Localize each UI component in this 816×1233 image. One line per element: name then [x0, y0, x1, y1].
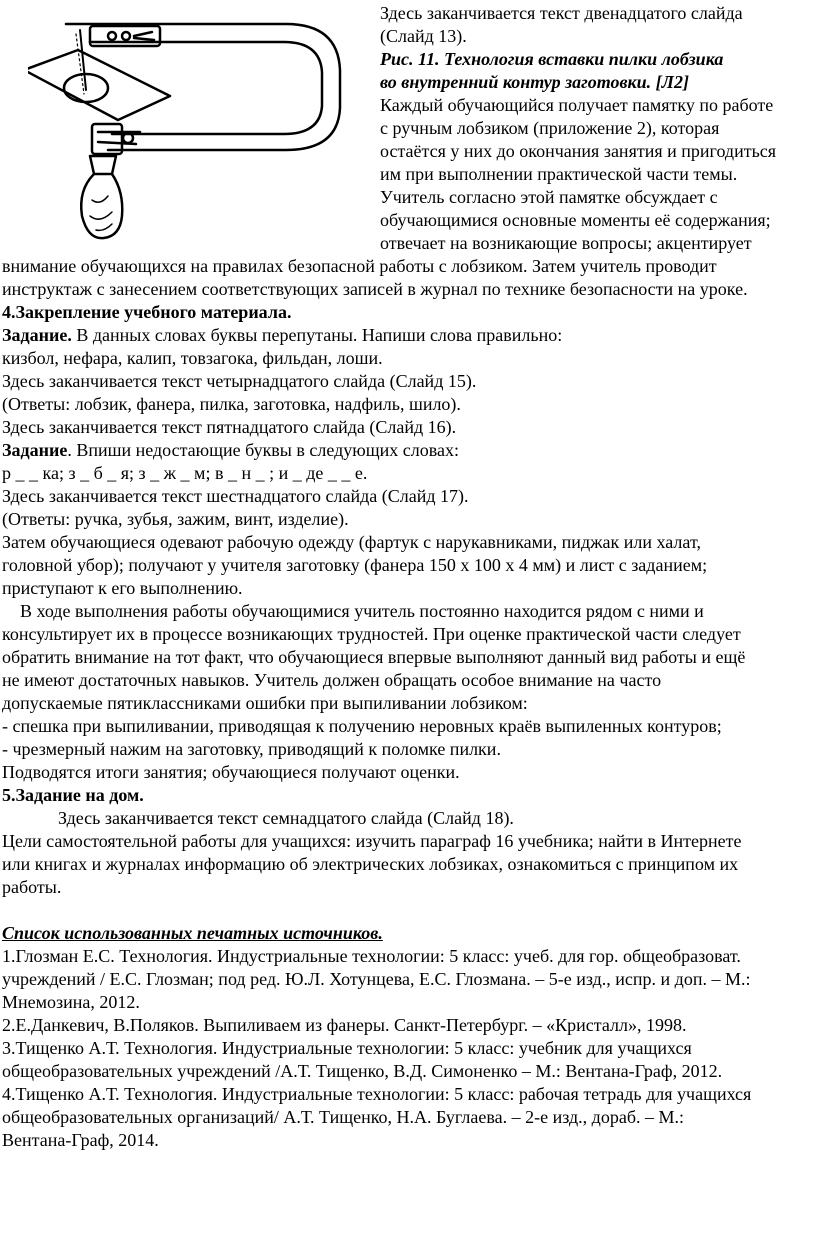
source-item: общеобразовательных организаций/ А.Т. Тищенко, Н.А. Буглаева. – 2-е изд., дораб. – М.:: [2, 1107, 684, 1127]
section-heading: 4.Закрепление учебного материала.: [2, 302, 292, 322]
task-line: [2, 439, 459, 462]
jigsaw-fretsaw-illustration: [28, 10, 358, 246]
text-line: приступают к его выполнению.: [2, 578, 243, 598]
source-item: общеобразовательных учреждений /А.Т. Тищенко, В.Д. Симоненко – М.: Вентана-Граф, 2012.: [2, 1061, 723, 1081]
text-line: обучающимися основные моменты её содержания;: [380, 210, 771, 230]
text-line: не имеют достаточных навыков. Учитель должен обращать особое внимание на часто: [2, 670, 662, 690]
task-label: Задание.: [2, 325, 72, 345]
text-line: Здесь заканчивается текст двенадцатого слайда: [380, 3, 743, 23]
text-line: Затем обучающиеся одевают рабочую одежду (фартук с нарукавниками, пиджак или халат,: [2, 532, 701, 552]
source-item: Мнемозина, 2012.: [2, 992, 140, 1012]
source-item: учреждений / Е.С. Глозман; под ред. Ю.Л. Хотунцева, Е.С. Глозмана. – 5-е изд., испр. и доп. – М.:: [2, 969, 751, 989]
section-heading: 5.Задание на дом.: [2, 785, 144, 805]
text-line: В ходе выполнения работы обучающимися учитель постоянно находится рядом с ними и: [20, 601, 704, 621]
text-line: инструктаж с занесением соответствующих записей в журнал по технике безопасности на уроке.: [2, 279, 748, 299]
text-line: Учитель согласно этой памятке обсуждает с: [380, 187, 718, 207]
text-line: кизбол, нефара, калип, товзагока, фильдан, лоши.: [2, 348, 383, 368]
source-item: Вентана-Граф, 2014.: [2, 1130, 159, 1150]
text-line: им при выполнении практической части темы.: [380, 164, 738, 184]
text-line: или книгах и журналах информацию об электрических лобзиках, ознакомиться с принципом их: [2, 854, 739, 874]
text-line: допускаемые пятиклассниками ошибки при выпиливании лобзиком:: [2, 693, 528, 713]
figure-caption: во внутренний контур заготовки. [Л2]: [380, 72, 690, 92]
text-line: (Ответы: лобзик, фанера, пилка, заготовка, надфиль, шило).: [2, 394, 461, 414]
text-line: работы.: [2, 877, 62, 897]
text-line: Здесь заканчивается текст четырнадцатого слайда (Слайд 15).: [2, 371, 477, 391]
figure-caption: Рис. 11. Технология вставки пилки лобзика: [380, 49, 724, 69]
text-line: с ручным лобзиком (приложение 2), которая: [380, 118, 720, 138]
source-item: 3.Тищенко А.Т. Технология. Индустриальные технологии: 5 класс: учебник для учащихся: [2, 1038, 692, 1058]
text-line: (Слайд 13).: [380, 26, 467, 46]
text-line: Здесь заканчивается текст семнадцатого слайда (Слайд 18).: [58, 808, 514, 828]
text-line: Цели самостоятельной работы для учащихся: изучить параграф 16 учебника; найти в Интернете: [2, 831, 742, 851]
text-line: обратить внимание на тот факт, что обучающиеся впервые выполняют данный вид работы и ещё: [2, 647, 746, 667]
text-line: Здесь заканчивается текст пятнадцатого слайда (Слайд 16).: [2, 417, 457, 437]
list-item: - спешка при выпиливании, приводящая к получению неровных краёв выпиленных контуров;: [2, 716, 722, 736]
task-text: В данных словах буквы перепутаны. Напиши слова правильно:: [71, 325, 563, 345]
text-line: остаётся у них до окончания занятия и пригодиться: [380, 141, 777, 161]
text-line: Подводятся итоги занятия; обучающиеся получают оценки.: [2, 762, 460, 782]
text-line: Здесь заканчивается текст шестнадцатого слайда (Слайд 17).: [2, 486, 469, 506]
task-label: Задание: [2, 440, 68, 460]
text-line: р _ _ ка; з _ б _ я; з _ ж _ м; в _ н _ ; и _ де _ _ е.: [2, 463, 368, 483]
text-line: (Ответы: ручка, зубья, зажим, винт, изделие).: [2, 509, 349, 529]
sources-title: Список использованных печатных источников.: [2, 923, 383, 943]
text-line: внимание обучающихся на правилах безопасной работы с лобзиком. Затем учитель проводит: [2, 256, 717, 276]
task-line: [2, 324, 562, 347]
text-line: отвечает на возникающие вопросы; акцентирует: [380, 233, 752, 253]
task-text: . Впиши недостающие буквы в следующих словах:: [67, 440, 459, 460]
text-line: головной убор); получают у учителя заготовку (фанера 150 х 100 х 4 мм) и лист с заданием;: [2, 555, 708, 575]
source-item: 4.Тищенко А.Т. Технология. Индустриальные технологии: 5 класс: рабочая тетрадь для учащихся: [2, 1084, 752, 1104]
list-item: - чрезмерный нажим на заготовку, приводящий к поломке пилки.: [2, 739, 501, 759]
text-line: консультирует их в процессе возникающих трудностей. При оценке практической части следует: [2, 624, 741, 644]
source-item: 1.Глозман Е.С. Технология. Индустриальные технологии: 5 класс: учеб. для гор. общеобразоват.: [2, 946, 741, 966]
source-item: 2.Е.Данкевич, В.Поляков. Выпиливаем из фанеры. Санкт-Петербург. – «Кристалл», 1998.: [2, 1015, 687, 1035]
text-line: Каждый обучающийся получает памятку по работе: [380, 95, 774, 115]
